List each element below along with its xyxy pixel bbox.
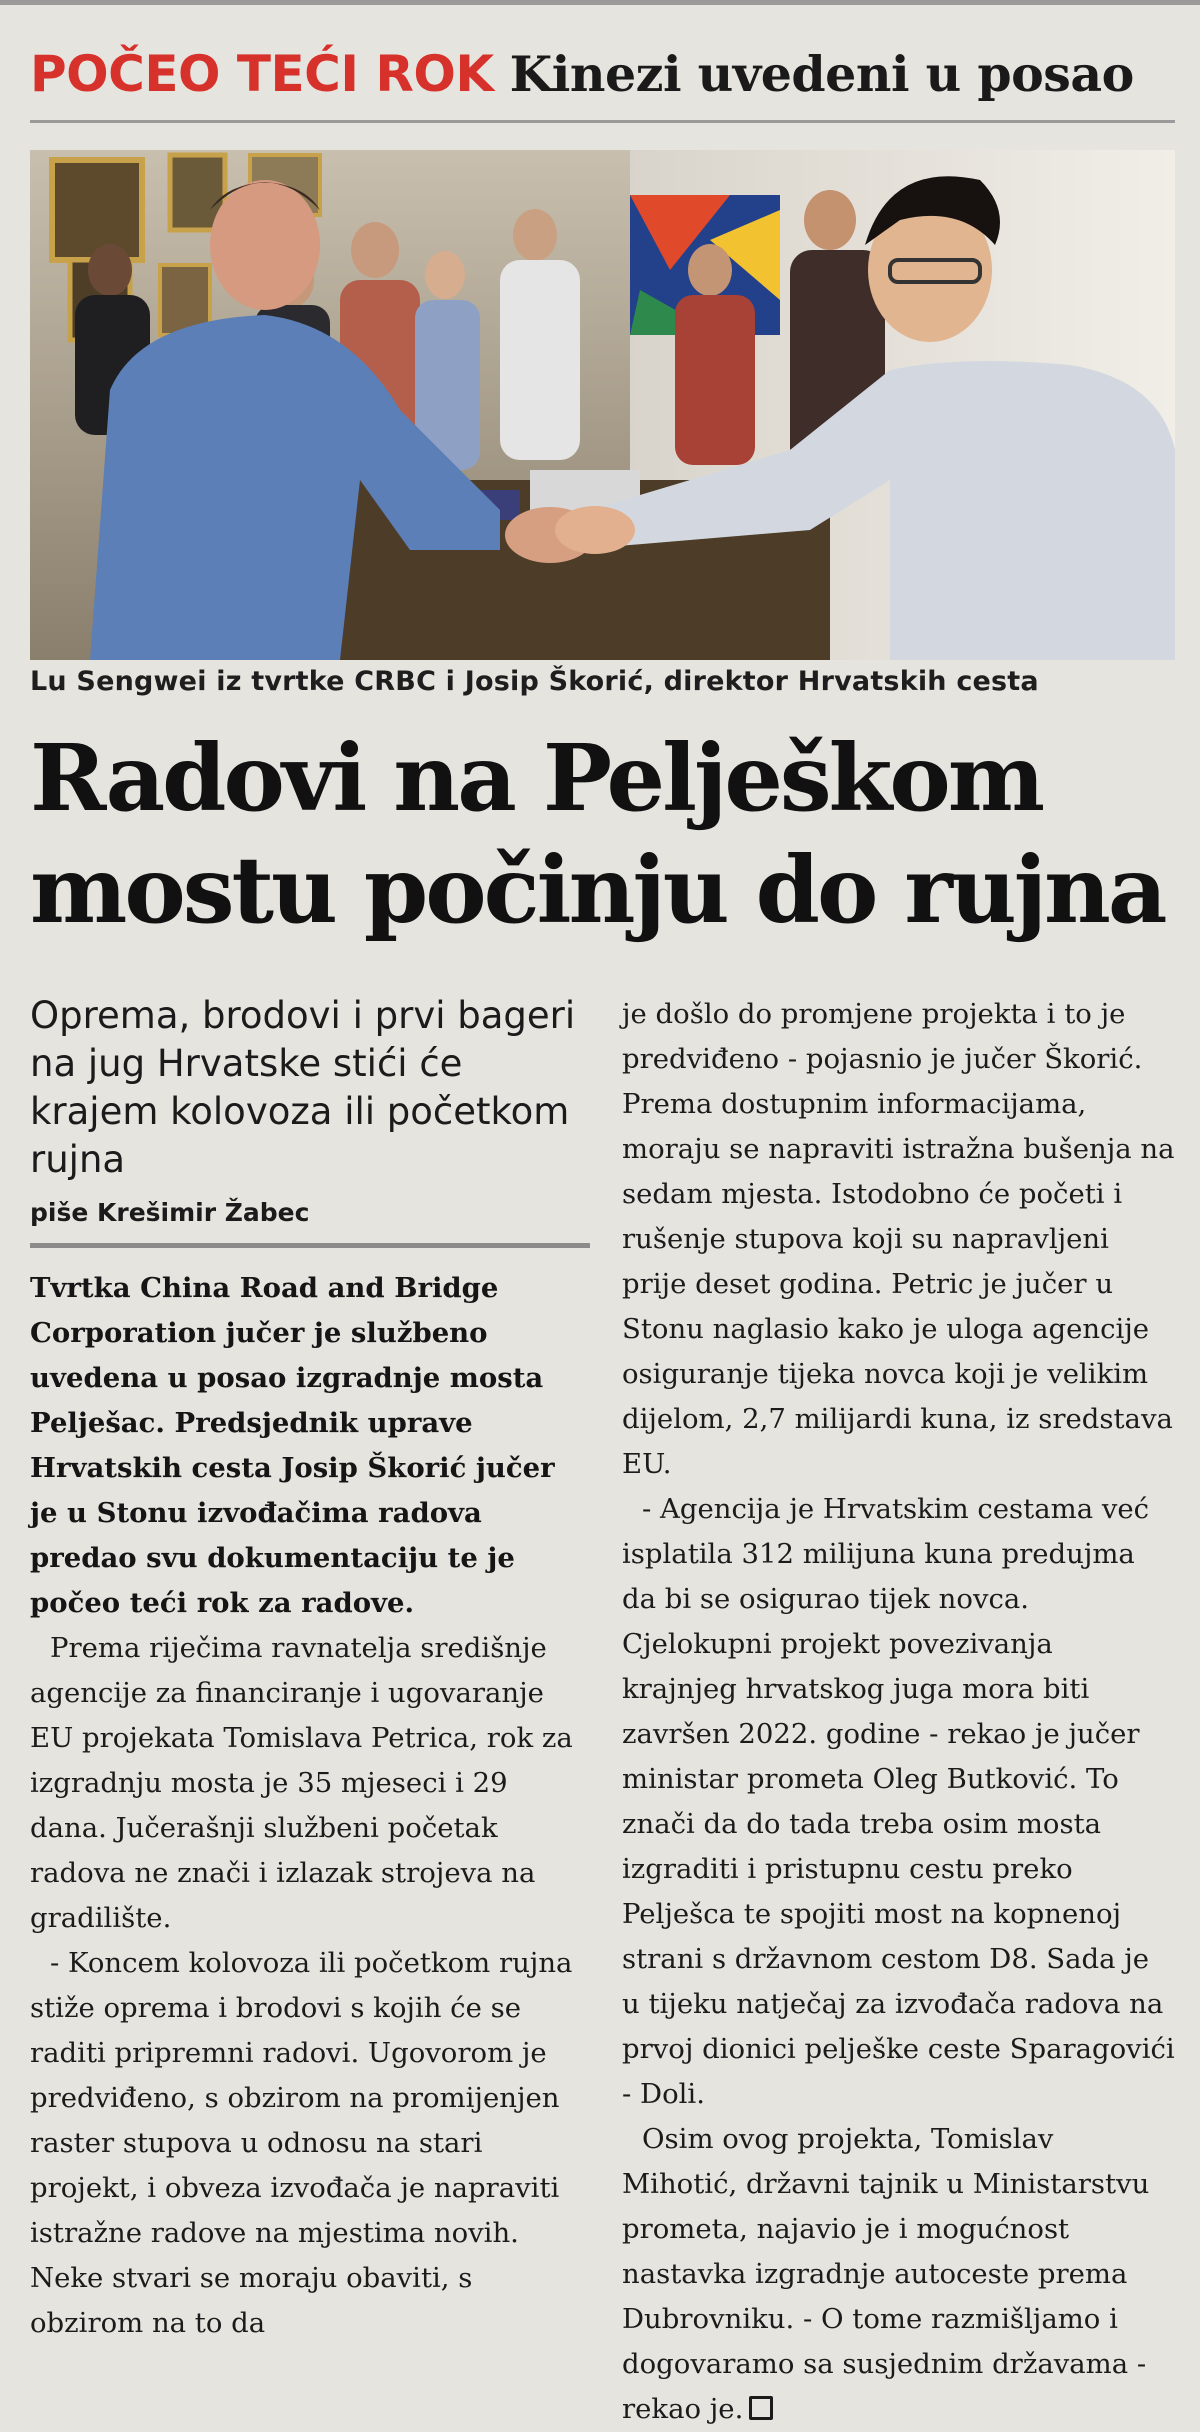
end-mark-icon	[749, 2396, 773, 2420]
headline-line-2: mostu počinju do rujna	[30, 836, 1165, 944]
body-paragraph-2-continued: je došlo do promjene projekta i to je predviđeno - pojasnio je jučer Škorić. Prema dostupnim informacijama, moraju se napraviti istražna bušenja na sedam mjesta. Istodobno će početi i rušenje stupova koji su napravljeni prije deset godina. Petric je jučer u Stonu naglasio kako je uloga agencije osiguranje tijeka novca koji je velikim dijelom, 2,7 milijardi kuna, iz sredstava EU.	[622, 998, 1175, 1480]
kicker	[30, 28, 1175, 123]
photo-caption: Lu Sengwei iz tvrtke CRBC i Josip Škorić, direktor Hrvatskih cesta	[30, 666, 1039, 697]
body-paragraph-4	[622, 2117, 1175, 2432]
kicker-title: Kinezi uvedeni u posao	[509, 45, 1134, 103]
headline-line-1: Radovi na Pelješkom	[30, 724, 1043, 832]
handshake-photo-icon	[30, 150, 1175, 660]
lead-paragraph: Tvrtka China Road and Bridge Corporation jučer je službeno uvedena u posao izgradnje mosta Pelješac. Predsjednik uprave Hrvatskih cesta Josip Škorić jučer je u Stonu izvođačima radova predao svu dokumentaciju te je počeo teći rok za radove.	[30, 1272, 555, 1619]
body-paragraph-3: - Agencija je Hrvatskim cestama već isplatila 312 milijuna kuna predujma da bi se osigurao tijek novca. Cjelokupni projekt povezivanja krajnjeg hrvatskog juga mora biti završen 2022. godine - rekao je jučer ministar prometa Oleg Butković. To znači da do tada treba osim mosta izgraditi i pristupnu cestu preko Pelješca te spojiti most na kopnenoj strani s državnom cestom D8. Sada je u tijeku natječaj za izvođača radova na prvoj dionici pelješke ceste Sparagovići - Doli.	[622, 1493, 1175, 2110]
body-paragraph-4-text: Osim ovog projekta, Tomislav Mihotić, državni tajnik u Ministarstvu prometa, najavio je i mogućnost nastavka izgradnje autoceste prema Dubrovniku. - O tome razmišljamo i dogovaramo sa susjednim državama - rekao je.	[622, 2123, 1150, 2425]
article-photo	[30, 150, 1175, 660]
headline	[30, 722, 1180, 946]
top-rule	[0, 0, 1200, 5]
subheadline: Oprema, brodovi i prvi bageri na jug Hrvatske stići će krajem kolovoza ili početkom rujna	[30, 994, 576, 1181]
left-column	[30, 992, 590, 2346]
kicker-label: POČEO TEĆI ROK	[30, 45, 494, 103]
body-paragraph-1: Prema riječima ravnatelja središnje agencije za financiranje i ugovaranje EU projekata Tomislava Petrica, rok za izgradnju mosta je 35 mjeseci i 29 dana. Jučerašnji službeni početak radova ne znači i izlazak strojeva na gradilište.	[30, 1632, 573, 1934]
body-paragraph-2: - Koncem kolovoza ili početkom rujna stiže oprema i brodovi s kojih će se raditi pripremni radovi. Ugovorom je predviđeno, s obzirom na promijenjen raster stupova u odnosu na stari projekt, i obveza izvođača je napraviti istražne radove na mjestima novih. Neke stvari se moraju obaviti, s obzirom na to da	[30, 1947, 573, 2339]
byline: piše Krešimir Žabec	[30, 1198, 590, 1248]
right-column	[622, 992, 1175, 2432]
